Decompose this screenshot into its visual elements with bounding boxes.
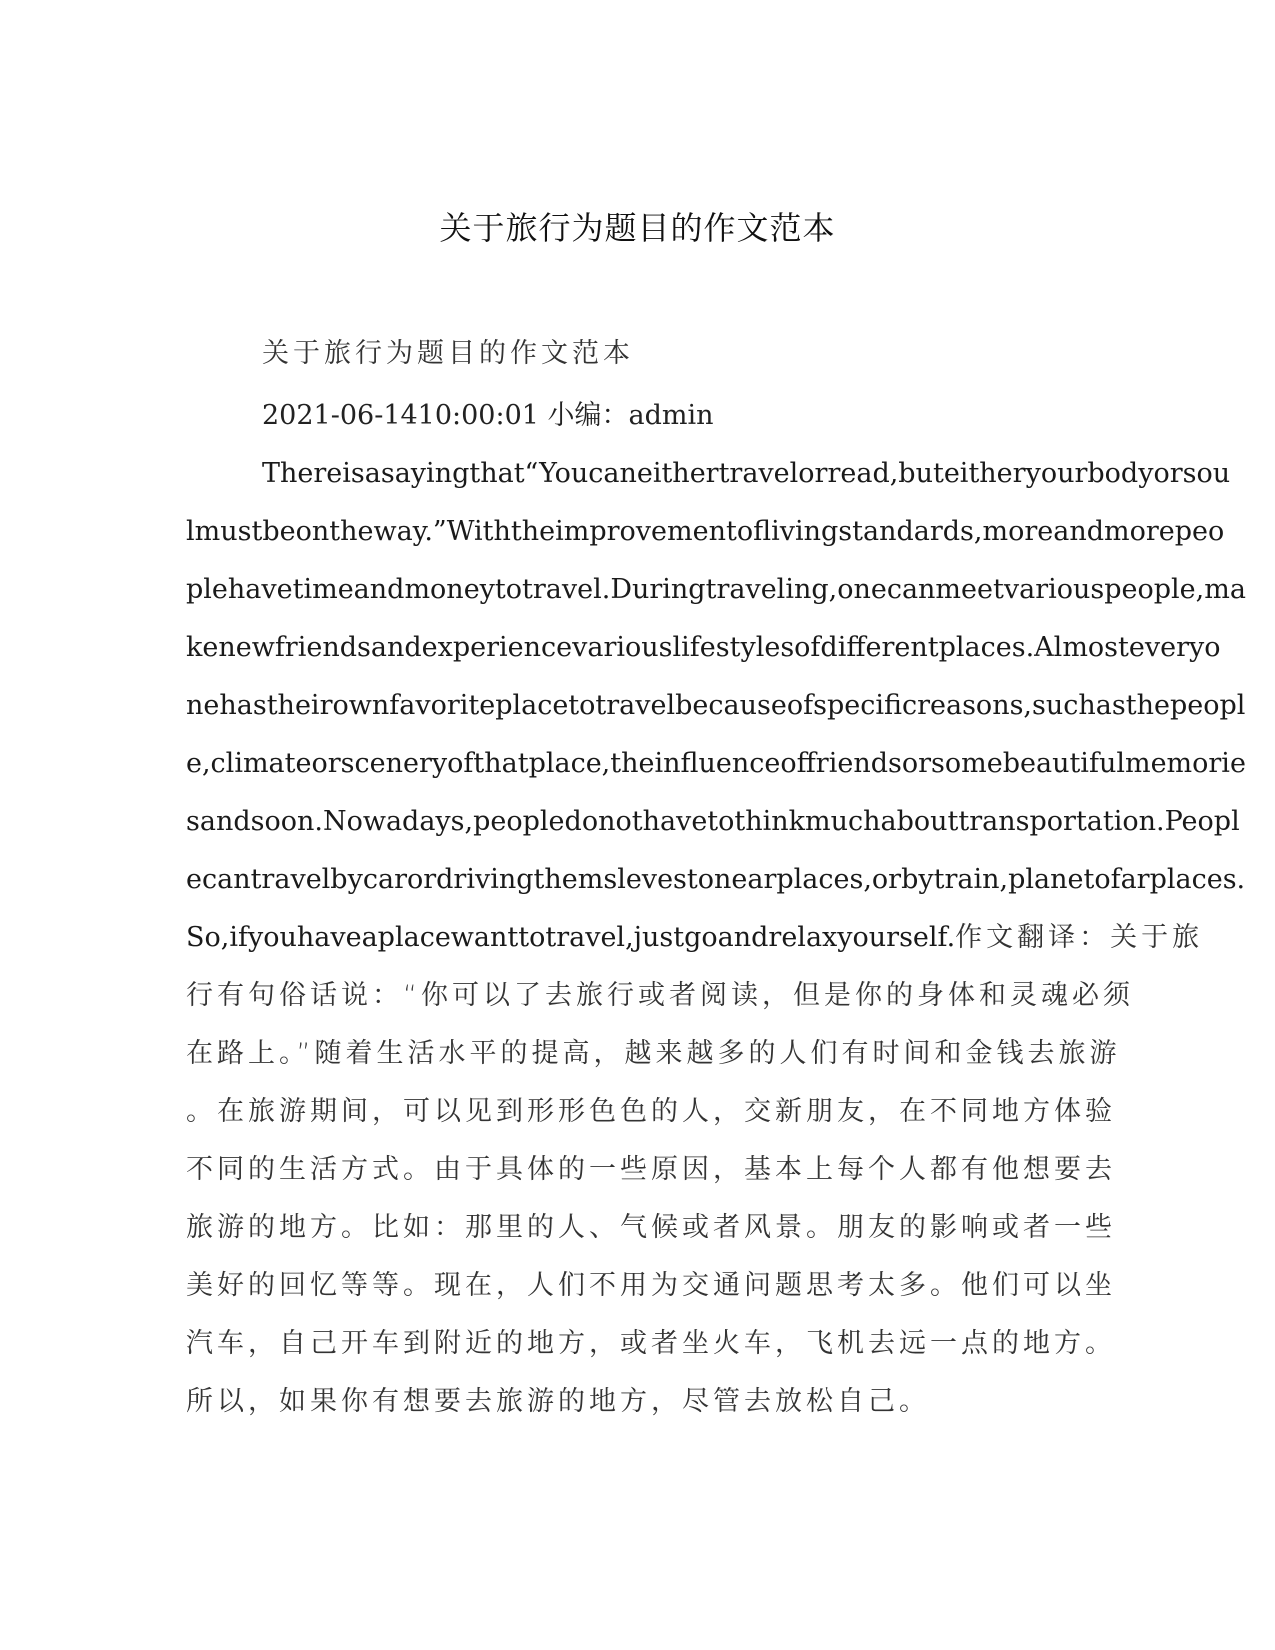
translation-line-3: 。在旅游期间，可以见到形形色色的人，交新朋友，在不同地方体验 — [186, 1096, 1116, 1127]
translation-line-2: 在路上。”随着生活水平的提高，越来越多的人们有时间和金钱去旅游 — [186, 1038, 1121, 1069]
body-line-2: lmustbeontheway.”Withtheimprovementoflivingstandards,moreandmorepeo — [186, 516, 1225, 547]
article-date-author: 2021-06-1410:00:01 小编：admin — [262, 400, 714, 431]
document-title: 关于旅行为题目的作文范本 — [439, 209, 836, 247]
body-line-mixed — [186, 918, 1204, 958]
body-line-6: e,climateorsceneryofthatplace,theinfluenceoffriendsorsomebeautifulmemorie — [186, 748, 1246, 779]
body-line-5: nehastheirownfavoriteplacetotravelbecauseofspecificreasons,suchasthepeopl — [186, 690, 1246, 721]
translation-line-4: 不同的生活方式。由于具体的一些原因，基本上每个人都有他想要去 — [186, 1154, 1116, 1185]
translation-line-6: 美好的回忆等等。现在，人们不用为交通问题思考太多。他们可以坐 — [186, 1270, 1116, 1301]
body-line-7: sandsoon.Nowadays,peopledonothavetothinkmuchabouttransportation.Peopl — [186, 806, 1240, 837]
translation-line-7: 汽车，自己开车到附近的地方，或者坐火车，飞机去远一点的地方。 — [186, 1328, 1116, 1359]
translation-line-1: 行有句俗话说：“你可以了去旅行或者阅读，但是你的身体和灵魂必须 — [186, 980, 1134, 1011]
mixed-line-chinese: 作文翻译：关于旅 — [955, 922, 1204, 953]
translation-line-8: 所以，如果你有想要去旅游的地方，尽管去放松自己。 — [186, 1386, 930, 1417]
body-line-1: Thereisasayingthat“Youcaneithertravelorread,buteitheryourbodyorsou — [262, 458, 1231, 489]
body-line-8: ecantravelbycarordrivingthemslevestonearplaces,orbytrain,planetofarplaces. — [186, 864, 1246, 895]
translation-line-5: 旅游的地方。比如：那里的人、气候或者风景。朋友的影响或者一些 — [186, 1212, 1116, 1243]
body-line-3: plehavetimeandmoneytotravel.Duringtraveling,onecanmeetvariouspeople,ma — [186, 574, 1246, 605]
mixed-line-english: So,ifyouhaveaplacewanttotravel,justgoandrelaxyourself. — [186, 922, 956, 953]
body-line-4: kenewfriendsandexperiencevariouslifestylesofdifferentplaces.Almosteveryo — [186, 632, 1221, 663]
article-subtitle: 关于旅行为题目的作文范本 — [262, 338, 634, 369]
